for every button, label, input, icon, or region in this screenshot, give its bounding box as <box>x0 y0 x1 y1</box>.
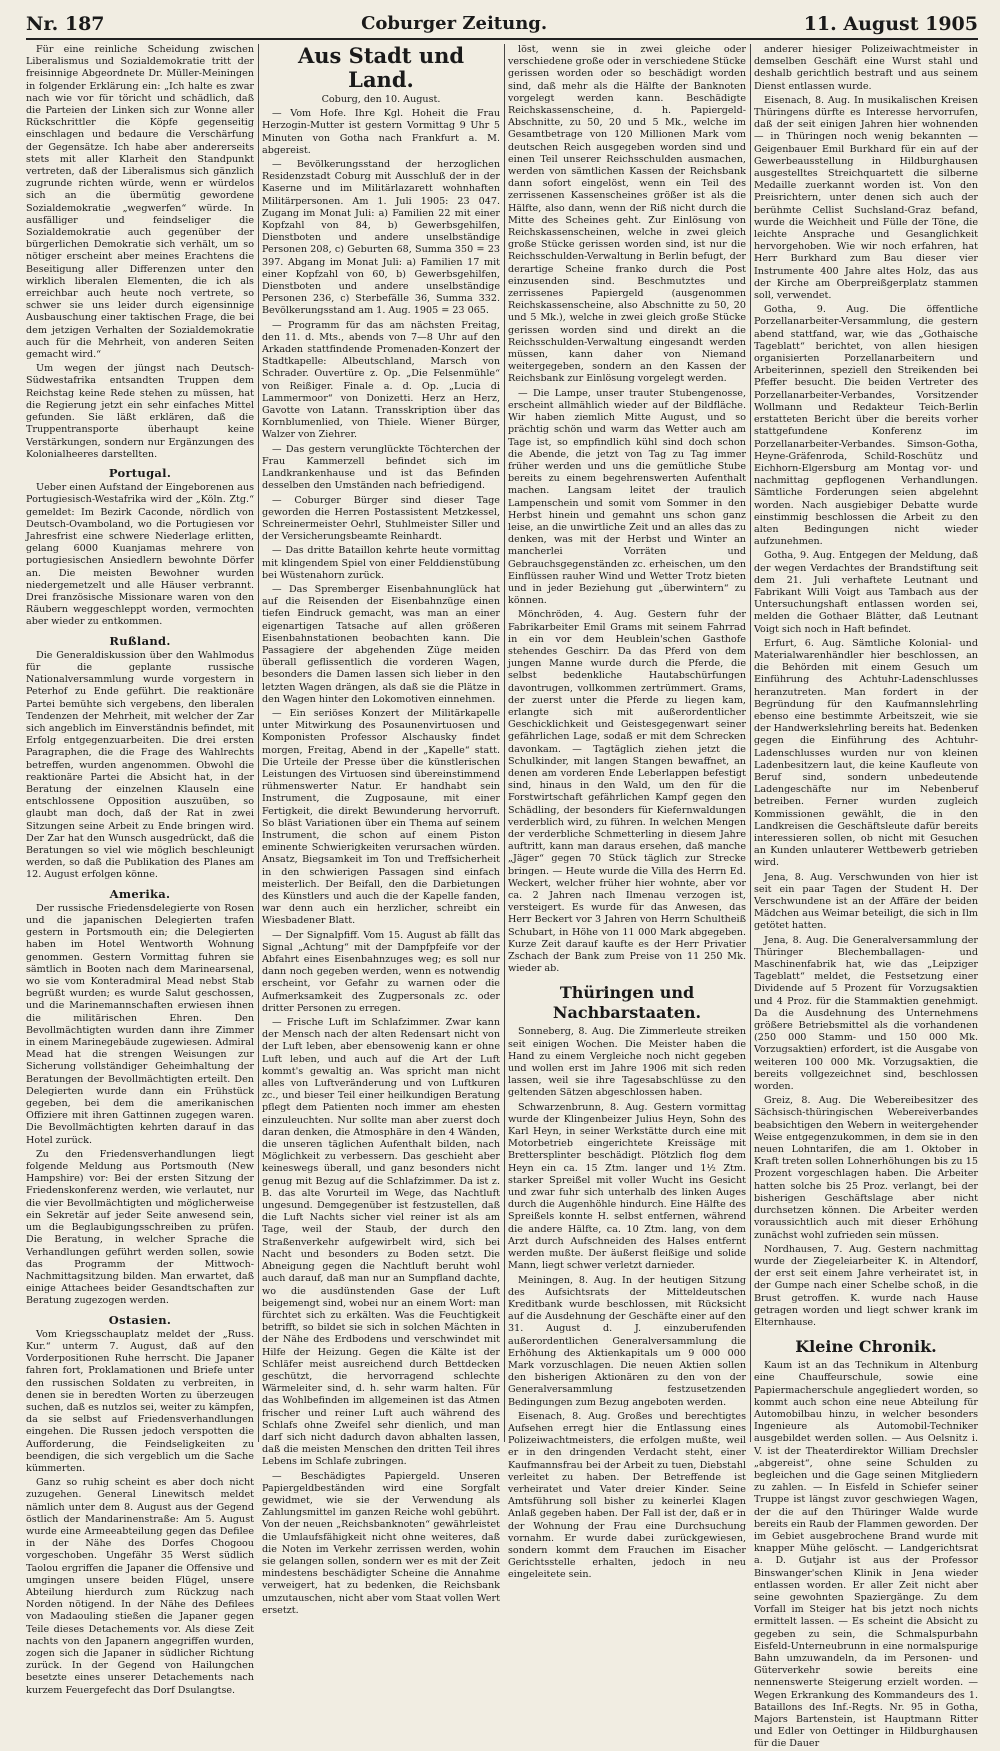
article-southwest-africa: Um wegen der jüngst nach Deutsch-Südwestafrika entsandten Truppen dem Reichstag keine Rede stehen zu müssen, hat die Regierung jetzt ein sehr einfaches Mittel gefunden. Sie läßt erklären, daß die Truppentransporte überhaupt keine Verstärkungen, sondern nur Ergänzungen des Kolonialheeres darstellten. <box>26 363 254 460</box>
issue-date: 11. August 1905 <box>803 13 978 35</box>
article-damaged-money-cont: löst, wenn sie in zwei gleiche oder verschiedene große oder in verschiedene Stücke gerissen worden oder so beschädigt worden sind, daß mehr als die Hälfte der Banknoten vorgelegt werden kann. Beschädigte Reichskassenscheine, d. h. Papiergeld-Abschnitte, zu 50, 20 und 5 Mk., welche im Gesamtbetrage von 120 Millionen Mark vom deutschen Reich ausgegeben worden sind und einen Teil unserer Reichsschulden ausmachen, werden von sämtlichen Kassen der Reichsbank dann sofort eingelöst, wenn ein Teil des zerrissenen Kassenscheines größer ist als die Hälfte, also dann, wenn der Riß nicht durch die Mitte des Scheines geht. Zur Einlösung von Reichskassenscheinen, welche in zwei gleich große Stücke gerissen worden sind, ist nur die Reichsschulden-Verwaltung in Berlin befugt, der derartige Scheine franko durch die Post einzusenden sind. Beschmutztes und zerrissenes Papiergeld (ausgenommen Reichskassenscheine, also Abschnitte zu 50, 20 und 5 Mk.), welche in zwei gleich große Stücke gerissen worden sind und direkt an die Reichsschulden-Verwaltung eingesandt werden müssen, kann daher von Niemand weitergegeben, sondern an den Kassen der Reichsbank zur Einlösung vorgelegt werden. <box>508 44 746 385</box>
dateline: Coburg, den 10. August. <box>321 94 441 105</box>
article-damaged-money: — Beschädigtes Papiergeld. Unseren Papiergeldbeständen wird eine Sorgfalt gewidmet, wie sie der Verwendung als Zahlungsmittel im ganzen Reiche wohl gebührt. Von der neuen „Reichsbanknoten“ gewährleistet die Umlaufsfähigkeit nicht ohne weiteres, daß die Noten im Verkehr zerrissen werden, wohin sie gelangen sollen, sondern wer es mit der Zeit mindestens beschädigter Scheine die Annahme verweigert, hat zu bedenken, die Reichsbank umzutauschen, nicht aber vom Staat vollen Wert ersetzt. <box>262 1470 500 1616</box>
column-rule <box>750 44 751 1442</box>
masthead <box>26 10 978 40</box>
section-title-local: Aus Stadt und Land. <box>297 43 465 92</box>
column-2 <box>262 43 500 1616</box>
article-greiz: Greiz, 8. Aug. Die Webereibesitzer des Sächsisch-thüringischen Webereiverbandes beabsichtigen den Webern in weitergehender Weise entgegenzukommen, in dem sie in den neuen Lohntarifen, die am 1. Oktober in Kraft treten sollen Lohnerhöhungen bis zu 15 Prozent vorgeschlagen haben. Die Arbeiter hatten solche bis 25 Proz. verlangt, bei der bisherigen Geschäftslage aber nicht durchsetzen können. Die Arbeiter werden voraussichtlich auch mit dieser Erhöhung zunächst wohl zufrieden sein müssen. <box>754 1095 978 1241</box>
column-rule <box>258 44 259 1442</box>
article-eisenach-violin: Eisenach, 8. Aug. In musikalischen Kreisen Thüringens dürfte es Interesse hervorrufen, daß der seit einigen Jahren hier wohnenden — in Thüringen noch wenig bekannten — Geigenbauer Emil Burkhard für ein auf der Gewerbeausstellung in Hildburghausen ausgestelltes Streichquartett die silberne Medaille zuerkannt worden ist. Von den Preisrichtern, unter denen sich auch der berühmte Cellist Suchsland-Graz befand, wurde die Weichheit und Fülle der Töne, die leichte Ansprache und Gesanglichkeit hervorgehoben. Wie wir noch erfahren, hat Herr Burkhard zum Bau dieser vier Instrumente 400 Jahre altes Holz, das aus der Kirche am Oberpreißgerplatz stammen soll, verwendet. <box>754 94 978 302</box>
article-jena-company: Jena, 8. Aug. Die Generalversammlung der Thüringer Blechemballagen- und Maschinenfabrik hat, wie das „Leipziger Tageblatt“ meldet, die Festsetzung einer Dividende auf 5 Prozent für Vorzugsaktien und 4 Proz. für die Stammaktien genehmigt. Da die Ausdehnung des Unternehmens größere Betriebsmittel als die vorhandenen (250 000 Stamm- und 150 000 Mk. Vorzugsaktien) erfordert, ist die Ausgabe von weiteren 100 000 Mk. Vorzugsaktien, die bereits vollgezeichnet sind, beschlossen worden. <box>754 934 978 1093</box>
article-moenchroeden: Mönchröden, 4. Aug. Gestern fuhr der Fabrikarbeiter Emil Grams mit seinem Fahrrad in ein vor dem Heublein'schen Gasthofe stehendes Geschirr. Da das Pferd von dem jungen Manne wurde durch die Pferde, die selbst bedenkliche Hautabschürfungen davontrugen, vollkommen zertrümmert. Grams, der zuerst unter die Pferde zu liegen kam, erlangte sich mit außerordentlicher Geschicklichkeit und Geistesgegenwart seiner gefährlichen Lage, sodaß er mit dem Schrecken davonkam. — Tagtäglich ziehen jetzt die Schulkinder, mit langen Stangen bewaffnet, an denen am vorderen Ende Leberlappen befestigt sind, hinaus in den Wald, um den für die Forstwirtschaft gefährlichen Kampf gegen den Schädling, der besonders für Kiefernwaldungen verderblich wird, zu führen. In welchen Mengen der verderbliche Schmetterling in diesem Jahre auftritt, kann man daraus ersehen, daß manche „Jäger“ gegen 70 Stück täglich zur Strecke bringen. — Heute wurde die Villa des Herrn Ed. Weckert, welcher früher hier wohnte, aber vor ca. 2 Jahren nach Ilmenau verzogen ist, versteigert. Es wurde für das Anwesen, das Herr Beckert vor 3 Jahren von Herrn Schultheiß Schubart, in Höhe von 11 000 Mark abgegeben. Kurze Zeit darauf kaufte es der Herr Privatier Zschach der Bank zum Preise von 11 250 Mk. wieder ab. <box>508 609 746 975</box>
article-jena-student: Jena, 8. Aug. Verschwunden von hier ist seit ein paar Tagen der Student H. Der Verschwundene ist an der Affäre der beiden Mädchen aus Weimar beteiligt, die sich in Ilm getötet hatten. <box>754 871 978 932</box>
article-population: — Bevölkerungsstand der herzoglichen Residenzstadt Coburg mit Ausschluß der in der Kaserne und im Militärlazarett wohnhaften Militärpersonen. Am 1. Juli 1905: 23 047. Zugang im Monat Juli: a) Familien 22 mit einer Kopfzahl von 84, b) Gewerbsgehilfen, Dienstboten und andere unselbständige Personen 208, c) Geburten 68, Summa 350 = 23 397. Abgang im Monat Juli: a) Familien 17 mit einer Kopfzahl von 60, b) Gewerbsgehilfen, Dienstboten und andere unselbständige Personen 236, c) Sterbefälle 36, Summa 332. Bevölkerungsstand am 1. Aug. 1905 = 23 065. <box>262 159 500 317</box>
article-military-concert: — Ein seriöses Konzert der Militärkapelle unter Mitwirkung des Posaunenvirtuosen und Komponisten Professor Alschausky findet morgen, Freitag, Abend in der „Kapelle“ statt. Die Urteile der Presse über die künstlerischen Leistungen des Virtuosen sind übereinstimmend rühmenswerter Natur. Er handhabt sein Instrument, die Zugposaune, mit einer Fertigkeit, die direkt Bewunderung hervorruft. So bläst Variationen über ein Thema auf seinem Instrument, die schon auf einem Piston eminente Schwierigkeiten verursachen würden. Ansatz, Biegsamkeit im Ton und Treffsicherheit in den schwierigen Passagen sind einfach meisterlich. Der Beifall, den die Darbietungen des Künstlers und auch die der Kapelle fanden, war denn auch ein herzlicher, schreibt ein Wiesbadener Blatt. <box>262 707 500 927</box>
article-meiningen: Meiningen, 8. Aug. In der heutigen Sitzung des Aufsichtsrats der Mitteldeutschen Kreditbank wurde beschlossen, mit Rücksicht auf die Ausdehnung der Geschäfte einer auf den 31. August d. J. einzuberufenden außerordentlichen Generalversammlung die Erhöhung des Aktienkapitals um 9 000 000 Mark vorzuschlagen. Die neuen Aktien sollen den bisherigen Aktionären zu den von der Generalversammlung festzusetzenden Bedingungen zum Bezug angeboten werden. <box>508 1274 746 1408</box>
article-accident-daughter: — Das gestern verunglückte Töchterchen der Frau Kammerzell befindet sich im Landkrankenhause und ist das Befinden desselben den Umständen nach befriedigend. <box>262 443 500 492</box>
article-eisenach: Eisenach, 8. Aug. Großes und berechtigtes Aufsehen erregt hier die Entlassung eines Polizeiwachtmeisters, die erfolgen mußte, weil er in den dringenden Verdacht steht, einer Kaufmannsfrau bei der Arbeit zu tuen, Diebstahl verleitet zu haben. Der Betreffende ist verheiratet und Vater dreier Kinder. Seine Amtsführung soll bisher zu keinerlei Klagen Anlaß gegeben haben. Der Fall ist der, daß er in der Wohnung der Frau eine Durchsuchung vornahm. Er wurde dabei zurückgewiesen, sondern kommt dem Frauchen im Eisacher Gerichtsstelle erhalten, jedoch in neu eingeleitete sein. <box>508 1410 746 1581</box>
article-america: Der russische Friedensdelegierte von Rosen und die japanischen Delegierten trafen gestern in Portsmouth ein; die Delegierten haben im Hotel Wentworth Wohnung genommen. Gestern Vormittag fuhren sie sämtlich in Booten nach dem Marinearsenal, wo sie vom Konteradmiral Mead nebst Stab begrüßt wurden; es wurde Salut geschossen, und die Marinemannschaften erwiesen ihnen die militärischen Ehren. Den Bevollmächtigten wurden dann ihre Zimmer in einem Marinegebäude zugewiesen. Admiral Mead hat die strengen Weisungen zur Sicherung vollständiger Geheimhaltung der Beratungen der Bevollmächtigten erteilt. Den Delegierten wurde dann ein Frühstück gegeben, bei dem die amerikanischen Offiziere mit ihren Gattinnen zugegen waren. Die Bevollmächtigten kehrten darauf in das Hotel zurück. <box>26 902 254 1146</box>
article-citizens: — Coburger Bürger sind dieser Tage geworden die Herren Postassistent Metzkessel, Schreinermeister Oehrl, Stuhlmeister Siller und der Versicherungsbeamte Reinhardt. <box>262 494 500 543</box>
article-lamp: — Die Lampe, unser trauter Stubengenosse, erscheint allmählich wieder auf der Bildfläche. Wir haben ziemlich Mitte August, und so prächtig schön und warm das Wetter auch am Tage ist, so empfindlich kühl sind doch schon die Abende, die jetzt von Tag zu Tag immer früher werden und uns die gemütliche Stube bereits zu einem begehrenswerten Aufenthalt machen. Langsam leitet der traulich Lampenschein und somit vom Sommer in den Herbst hinein und gemahnt uns schon ganz leise, an die unwirtliche Zeit und an alles das zu denken, was mit der Herbst und Winter an mancherlei Vorräten und Gebrauchsgegenständen zc. erheischen, um den Einflüssen rauher Wind und Wetter Trotz bieten und in jeder Beziehung gut „überwintern“ zu können. <box>508 387 746 607</box>
column-1 <box>26 44 254 1696</box>
section-heading-portugal: Portugal. <box>108 465 172 480</box>
article-sonneberg: Sonneberg, 8. Aug. Die Zimmerleute streiken seit einigen Wochen. Die Meister haben die Hand zu einem Vergleiche noch nicht gegeben und wollen erst im Jahre 1906 mit sich reden lassen, weil sie ihre Tagesabschlüsse zu den geltenden Sätzen abgeschlossen haben. <box>508 1026 746 1099</box>
column-4 <box>754 44 978 1750</box>
section-title-chronicle: Kleine Chronik. <box>795 1337 937 1357</box>
article-battalion: — Das dritte Bataillon kehrte heute vormittag mit klingendem Spiel von einer Felddienstübung bei Wüstenahorn zurück. <box>262 545 500 581</box>
newspaper-title: Coburger Zeitung. <box>361 13 548 34</box>
article-concert-program: — Programm für das am nächsten Freitag, den 11. d. Mts., abends von 7—8 Uhr auf den Arkaden stattfindende Promenaden-Konzert der Stadtkapelle: Albeutschland, Marsch von Schrader. Ouvertüre z. Op. „Die Felsenmühle“ von Reißiger. Finale a. d. Op. „Lucia di Lammermoor“ von Donizetti. Herz an Herz, Gavotte von Latann. Transskription über das Kornblumenlied, von Thiele. Wiener Bürger, Walzer von Ziehrer. <box>262 319 500 441</box>
article-liberalism: Für eine reinliche Scheidung zwischen Liberalismus und Sozialdemokratie tritt der freisinnige Abgeordnete Dr. Müller-Meiningen in folgender Erklärung ein: „Ich halte es zwar nach wie vor für töricht und schädlich, daß die Parteien der Linken sich zur Wonne aller Rückschrittler die Köpfe gegenseitig einschlagen und bedaure die Verschärfung der Gegensätze. Ich habe aber andererseits stets mit aller Klarheit den Standpunkt vertreten, daß der Liberalismus sich gänzlich zugrunde richten würde, wenn er würdelos sich an die übermütig gewordene Sozialdemokratie „wegwerfen“ würde. In ausfälliger und feindseliger die Sozialdemokratie auch gegenüber der bürgerlichen Demokratie sich verhält, um so nötiger erscheint aber meines Erachtens die Beseitigung aller Differenzen unter den wirklich liberalen Elementen, die ich als erreichbar auch heute noch vertrete, so schwer sie uns leider durch eigensinnige Ausbauschung einer taktischen Frage, die bei dem jetzigen Verhalten der Sozialdemokratie auch für die Mehrheit, von anderen Seiten gemacht wird.“ <box>26 44 254 361</box>
article-russia: Die Generaldiskussion über den Wahlmodus für die geplante russische Nationalversammlung wurde vorgestern in Peterhof zu Ende geführt. Die reaktionäre Partei bemühte sich vergebens, den liberalen Tendenzen der Mehrheit, mit welcher der Zar sich angeblich im Einverständnis befindet, mit Erfolg entgegenzuarbeiten. Die drei ersten Paragraphen, die die Frage des Wahlrechts betreffen, wurden angenommen. Obwohl die reaktionäre Partei die Absicht hat, in der Beratung der einzelnen Klauseln eine entschlossene Opposition auszuüben, so glaubt man doch, daß der Rat in zwei Sitzungen seine Arbeit zu Ende bringen wird. Der Zar hat den Wunsch ausgedrückt, daß die Beratungen so viel wie möglich beschleunigt werden, so daß die Publikation des Planes am 12. August erfolgen könne. <box>26 649 254 881</box>
article-eisenach-cont: anderer hiesiger Polizeiwachtmeister in demselben Geschäft eine Wurst stahl und deshalb gerichtlich bestraft und aus seinem Dienst entlassen wurde. <box>754 44 978 92</box>
article-portugal: Ueber einen Aufstand der Eingeborenen aus Portugiesisch-Westafrika wird der „Köln. Ztg.“ gemeldet: Im Bezirk Caconde, nördlich von Deutsch-Ovamboland, wo die Portugiesen vor Jahresfrist eine schwere Niederlage erlitten, gelang 6000 Kuanjamas mehrere von portugiesischen Ansiedlern bewohnte Dörfer an. Die meisten Bewohner wurden niedergemetzelt und alle Häuser verbrannt. Drei französische Missionare waren von den Räubern weggeschleppt worden, vermochten aber wieder zu entkommen. <box>26 482 254 628</box>
article-signal-whistle: — Der Signalpfiff. Vom 15. August ab fällt das Signal „Achtung“ mit der Dampfpfeife vor der Abfahrt eines Eisenbahnzuges weg; es soll nur dann noch gegeben werden, wenn es notwendig erscheint, vor Gefahr zu warnen oder die Aufmerksamkeit des Zugpersonals zc. oder dritter Personen zu erregen. <box>262 929 500 1014</box>
issue-number: Nr. 187 <box>26 13 105 35</box>
article-fresh-air: — Frische Luft im Schlafzimmer. Zwar kann der Mensch nach der alten Redensart nicht von der Luft leben, aber ebensowenig kann er ohne Luft leben, und auch auf die Art der Luft kommt's gewaltig an. Was spricht man nicht alles von Luftveränderung und von Luftkuren zc., und bieser Teil einer heilkundigen Beratung pflegt dem Patienten noch immer am ehesten einzuleuchten. Nur sollte man aber zuerst doch daran denken, die Atmosphäre in den 4 Wänden, die unseren täglichen Aufenthalt bilden, nach Möglichkeit zu verbessern. Das geschieht aber keineswegs überall, und ganz besonders nicht genug mit Bezug auf die Schlafzimmer. Da ist z. B. das alte Vorurteil im Wege, das Nachtluft ungesund. Demgegenüber ist festzustellen, daß die Luft Nachts sicher viel reiner ist als am Tage, weil der Staub, der durch den Straßenverkehr aufgewirbelt wird, sich bei Nacht und besonders zu Boden setzt. Die Abneigung gegen die Nachtluft beruht wohl auch darauf, daß man nur an Sumpfland dachte, wo die ausdünstenden Gase der Luft beigemengt sind, wobei nur an einem Wort: man fürchtet sich zu erkälten. Was die Feuchtigkeit betrifft, so bildet sie sich in solchen Mächten in der Nähe des Erdbodens und verschwindet mit Hilfe der Heizung. Gegen die Kälte ist der Schläfer meist ausreichend durch Bettdecken geschützt, die hervorragend schlechte Wärmeleiter sind, d. h. sehr warm halten. Für das Wohlbefinden im allgemeinen ist das Atmen frischer und reiner Luft auch während des Schlafs ohne Zweifel sehr dienlich, und man darf sich nicht dadurch davon abhalten lassen, daß die meisten Menschen den dritten Teil ihres Lebens im Schlafe zubringen. <box>262 1017 500 1468</box>
article-court: — Vom Hofe. Ihre Kgl. Hoheit die Frau Herzogin-Mutter ist gestern Vormittag 9 Uhr 5 Minuten von Gotha nach Frankfurt a. M. abgereist. <box>262 108 500 156</box>
section-heading-russia: Rußland. <box>109 633 171 648</box>
article-erfurt: Erfurt, 6. Aug. Sämtliche Kolonial- und Materialwarenhändler hier beschlossen, an die Behörden mit einem Gesuch um Einführung des Achtuhr-Ladenschlusses heranzutreten. Man fordert in der Begründung für den Kaufmannslehrling ebenso eine bestimmte Arbeitszeit, wie sie der Handwerkslehrling bereits hat. Bedenken gegen die Einführung des Achtuhr-Ladenschlusses wurden nur von kleinen Ladenbesitzern laut, die keine Kaufleute von Beruf sind, sondern unbedeutende Ladengeschäfte nur im Nebenberuf betreiben. Ferner wurden zugleich Kommissionen gewählt, die in den Landkreisen die Geschäftsleute dafür bereits interessieren sollen, ob nicht mit Gesuchen an Kunden unlauterer Wettbewerb getrieben wird. <box>754 637 978 869</box>
article-america-peace: Zu den Friedensverhandlungen liegt folgende Meldung aus Portsmouth (New Hampshire) vor: Bei der ersten Sitzung der Friedenskonferenz werden, wie verlautet, nur die vier Bevollmächtigten und möglicherweise ein Sekretär auf jeder Seite anwesend sein, um die Beglaubigungsschreiben zu prüfen. Die Beratung, in welcher Sprache die Verhandlungen geführt werden sollen, sowie das Programm der Mittwoch-Nachmittagsitzung bilden. Man erwartet, daß einige Attachees beider Gesandtschaften zur Beratung zugezogen werden. <box>26 1148 254 1307</box>
section-heading-america: Amerika. <box>109 886 171 901</box>
article-gotha-porcelain: Gotha, 9. Aug. Die öffentliche Porzellanarbeiter-Versammlung, die gestern abend stattfand, war, wie das „Gothaische Tageblatt“ berichtet, von allen hiesigen organisierten Porzellanarbeitern und Arbeiterinnen, speziell den Streikenden bei Pfeffer besucht. Die beiden Vertreter des Porzellanarbeiter-Verbandes, Vorsitzender Wollmann und Redakteur Teich-Berlin erstatteten Bericht über die bereits vorher stattgefundene Konferenz im Porzellanarbeiter-Verbandes. Simson-Gotha, Heyne-Gräfenroda, Schild-Roschütz und Eichhorn-Elgersburg am Montag vor- und nachmittag gepflogenen Verhandlungen. Sämtliche Forderungen seien abgelehnt worden. Nach ausgiebiger Debatte wurde einstimmig beschlossen die Arbeit zu den alten Bedingungen nicht wieder aufzunehmen. <box>754 304 978 548</box>
column-rule <box>504 44 505 1442</box>
article-nordhausen: Nordhausen, 7. Aug. Gestern nachmittag wurde der Ziegeleiarbeiter K. in Altendorf, der erst seit einem Jahre verheiratet ist, in der Gumpe nach einer Schelbe schoß, in die Brust getroffen. K. wurde nach Hause getragen worden und liegt schwer krank im Elternhause. <box>754 1243 978 1328</box>
article-gotha-voigt: Gotha, 9. Aug. Entgegen der Meldung, daß der wegen Verdachtes der Brandstiftung seit dem 21. Juli verhaftete Leutnant und Fabrikant Willi Voigt aus Tambach aus der Untersuchungshaft entlassen worden sei, melden die Gothaer Blätter, daß Leutnant Voigt sich noch in Haft befindet. <box>754 550 978 635</box>
section-heading-east-asia: Ostasien. <box>108 1312 172 1327</box>
article-chronicle: Kaum ist an das Technikum in Altenburg eine Chauffeurschule, sowie eine Papiermacherschule angegliedert worden, so kommt auch schon eine neue Abteilung für Automobilbau hinzu, in welcher besonders Ingenieure als Automobil-Techniker ausgebildet werden sollen. — Aus Oelsnitz i. V. ist der Theaterdirektor William Drechsler „abgereist“, ohne seine Schulden zu begleichen und die Gage seinen Mitgliedern zu zahlen. — In Eisfeld in Schiefer seiner Truppe ist längst zuvor geschwiegen Wagen, der die auf den Thüringer Walde wurde bereits ein Raub der Flammen geworden. Der im Gebiet ausgebrochene Brand wurde mit knapper Mühe gelöscht. — Landgerichtsrat a. D. Gutjahr ist aus der Professor Binswanger'schen Klinik in Jena wieder entlassen worden. Er aller Zeit nicht aber seine gewohnten Spaziergänge. Zu dem Vorfall im Steiger hat bis jetzt noch nichts ermittelt lassen. — Es scheint die Absicht zu gegeben zu sein, die Schmalspurbahn Eisfeld-Unterneubrunn in eine normalspurige Bahn umzuwandeln, da im Personen- und Güterverkehr sowie bereits eine nennenswerte Steigerung erzielt worden. — Wegen Erkrankung des Kommandeurs des 1. Bataillons des Inf.-Regts. Nr. 95 in Gotha, Majors Bartenstein, ist Hauptmann Ritter und Edler von Oettinger in Hildburghausen für die Dauer <box>754 1360 978 1750</box>
section-title-thuringia: Thüringen und Nachbarstaaten. <box>552 983 702 1023</box>
article-schwarzenbrunn: Schwarzenbrunn, 8. Aug. Gestern vormittag wurde der Klingenbeizer Julius Heyn, Sohn des Karl Heyn, in seiner Werkstätte durch eine mit Motorbetrieb eingerichtete Kreissäge mit Brettersplinter beschädigt. Plötzlich flog dem Heyn ein ca. 15 Ztm. langer und 1½ Ztm. starker Spreißel mit voller Wucht ins Gesicht und zwar fuhr sich unterhalb des linken Auges durch die Augenhöhle hindurch. Eine Hälfte des Spreißels konnte H. selbst entfernen, während die andere Hälfte, ca. 10 Ztm. lang, von dem Arzt durch Aufschneiden des Halses entfernt werden mußte. Der äußerst fleißige und solide Mann, liegt schwer verletzt darnieder. <box>508 1101 746 1272</box>
column-3 <box>508 44 746 1581</box>
article-east-asia: Vom Kriegsschauplatz meldet der „Russ. Kur.“ unterm 7. August, daß auf den Vorderpositionen Ruhe herrscht. Die Japaner fahren fort, Proklamationen und Briefe unter den russischen Soldaten zu verbreiten, in denen sie in beredten Worten zu überzeugen suchen, daß es nutzlos sei, weiter zu kämpfen, da sie selbst auf Friedensverhandlungen eingehen. Die Russen jedoch verspotten die Aufforderung, die Feindseligkeiten zu beendigen, die sich vergeblich um die Sache kümmerten. <box>26 1328 254 1474</box>
article-east-asia-2: Ganz so ruhig scheint es aber doch nicht zuzugehen. General Linewitsch meldet nämlich unter dem 8. August aus der Gegend östlich der Mandarinenstraße: Am 5. August wurde eine Armeeabteilung gegen das Defilee in der Nähe des Dorfes Chogoou vorgeschoben. Ungefähr 35 Werst südlich Taolou ergriffen die Japaner die Offensive und umgingen unsere beiden Flügel, unsere Abteilung hierdurch zum Rückzug nach Norden nötigend. In der Nähe des Defilees von Madaouling stießen die Japaner gegen Teile dieses Detachements vor. Als diese Zeit nachts von den Japanern angegriffen wurden, zogen sich die Japaner in südlicher Richtung zurück. In der Gegend von Hailungchen besetzte eines unserer Detachements nach kurzem Feuergefecht das Dorf Dsulangtse. <box>26 1477 254 1696</box>
article-railway-accident: — Das Spremberger Eisenbahnunglück hat auf die Reisenden der Eisenbahnzüge einen tiefen Eindruck gemacht, was man an einer eigenartigen Tatsache auf allen größeren Eisenbahnstationen beobachten kann. Die Passagiere der abgehenden Züge meiden überall geflissentlich die vorderen Wagen, besonders die Damen lassen sich lieber in den letzten Wagen drängen, als daß sie die Plätze in den Wagen hinter den Lokomotiven einnehmen. <box>262 583 500 705</box>
